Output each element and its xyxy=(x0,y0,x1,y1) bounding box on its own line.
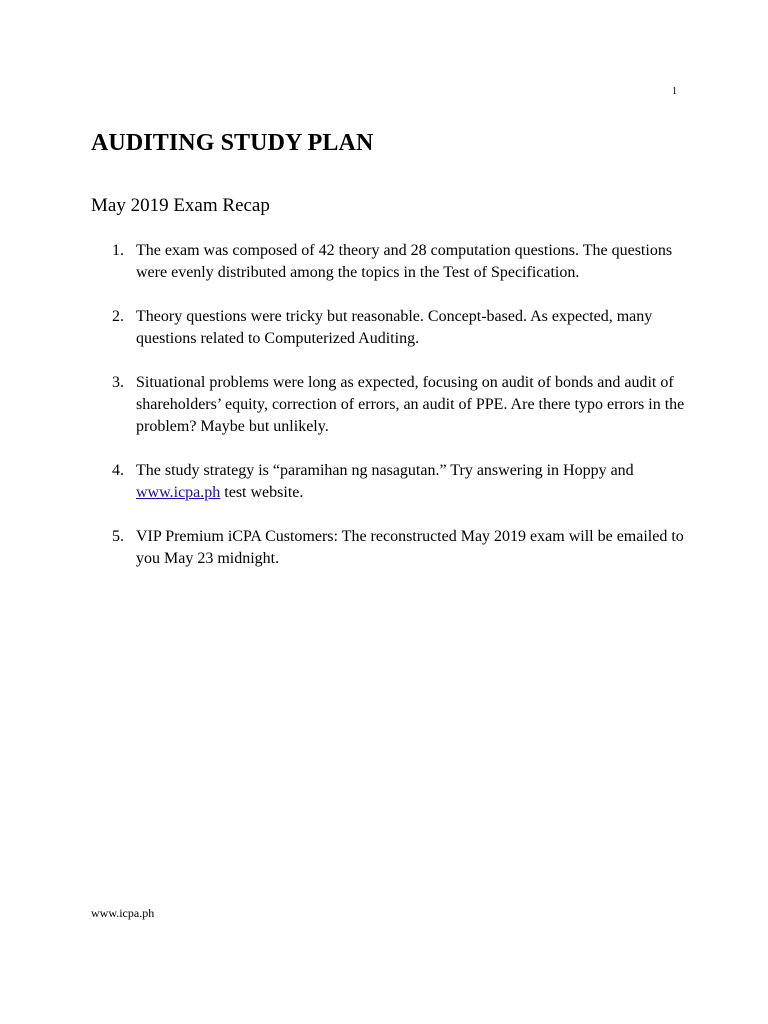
page-number: 1 xyxy=(672,86,677,97)
item-number: 3. xyxy=(112,374,124,391)
list-item xyxy=(112,460,692,504)
section-heading: May 2019 Exam Recap xyxy=(91,195,270,216)
item-text: VIP Premium iCPA Customers: The reconstructed May 2019 exam will be emailed to you May 23 midnight. xyxy=(136,528,684,567)
item-text-before-link: The study strategy is “paramihan ng nasagutan.” Try answering in Hoppy and xyxy=(136,462,634,479)
list-item xyxy=(112,372,692,438)
footer-url: www.icpa.ph xyxy=(91,906,155,920)
item-text-after-link: test website. xyxy=(220,484,304,501)
item-number: 4. xyxy=(112,462,124,479)
icpa-website-link[interactable]: www.icpa.ph xyxy=(136,484,221,501)
item-number: 2. xyxy=(112,308,124,325)
list-item xyxy=(112,240,692,284)
list-item xyxy=(112,306,692,350)
list-item xyxy=(112,526,692,570)
item-text: Situational problems were long as expected, focusing on audit of bonds and audit of shareholders’ equity, correction of errors, an audit of PPE. Are there typo errors in the problem? Maybe but unlikely. xyxy=(136,374,685,435)
item-text: Theory questions were tricky but reasonable. Concept-based. As expected, many questions related to Computerized Auditing. xyxy=(136,308,653,347)
item-number: 1. xyxy=(112,242,124,259)
item-number: 5. xyxy=(112,528,124,545)
item-text: The exam was composed of 42 theory and 28 computation questions. The questions were evenly distributed among the topics in the Test of Specification. xyxy=(136,242,673,281)
recap-list xyxy=(112,240,692,592)
document-title: AUDITING STUDY PLAN xyxy=(91,130,374,156)
